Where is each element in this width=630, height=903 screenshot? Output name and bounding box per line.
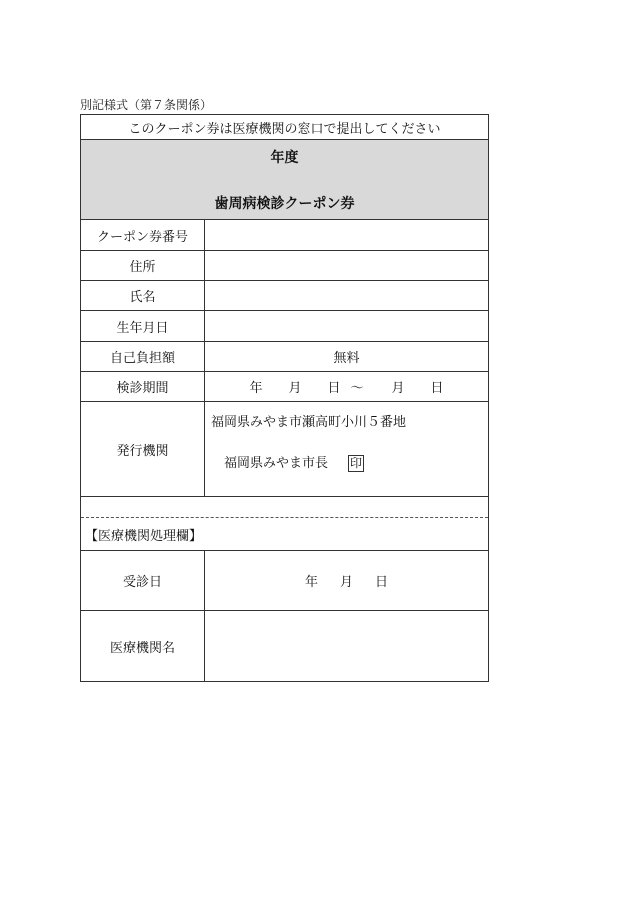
copay-label: 自己負担額 (81, 342, 205, 371)
period-day-unit: 日 (327, 381, 341, 396)
clinic-name-field[interactable] (205, 611, 488, 681)
birthdate-field[interactable] (205, 311, 488, 341)
copay-row (81, 342, 488, 372)
issuer-label: 発行機関 (81, 402, 205, 496)
title-year: 年度 (270, 149, 299, 166)
coupon-number-field[interactable] (205, 220, 488, 250)
period-field[interactable] (205, 372, 488, 401)
instruction-row (81, 115, 488, 140)
period-year-unit: 年 (249, 381, 263, 396)
issuer-address: 福岡県みやま市瀬高町小川５番地 (211, 415, 407, 430)
title-row (81, 140, 488, 220)
title-main: 歯周病検診クーポン券 (214, 195, 355, 212)
period-label: 検診期間 (81, 372, 205, 401)
issuer-row (81, 402, 488, 497)
coupon-number-row (81, 220, 488, 251)
visit-date-row (81, 551, 488, 611)
visit-date-label: 受診日 (81, 551, 205, 610)
visit-date-field[interactable] (205, 551, 488, 610)
period-range (249, 377, 443, 396)
clinic-section-header: 【医療機関処理欄】 (85, 528, 203, 544)
address-field[interactable] (205, 251, 488, 280)
clinic-name-row (81, 611, 488, 681)
visit-date-range (305, 571, 388, 590)
clinic-name-label: 医療機関名 (81, 611, 205, 681)
period-row (81, 372, 488, 402)
issuer-mayor: 福岡県みやま市長 (224, 456, 329, 471)
birthdate-label: 生年月日 (81, 311, 205, 341)
period-month-unit: 月 (288, 381, 302, 396)
coupon-number-label: クーポン券番号 (81, 220, 205, 250)
period-end-month-unit: 月 (391, 381, 405, 396)
cut-line-row (81, 497, 488, 518)
name-label: 氏名 (81, 281, 205, 310)
coupon-form (80, 114, 489, 682)
title-block (81, 140, 488, 219)
copay-value: 無料 (333, 351, 360, 366)
visit-day-unit: 日 (375, 575, 389, 590)
address-row (81, 251, 488, 281)
period-tilde: ～ (350, 381, 364, 396)
seal-mark: 印 (350, 456, 363, 470)
address-label: 住所 (81, 251, 205, 280)
issuer-cell (205, 402, 488, 496)
clinic-section-header-row (81, 518, 488, 551)
issuer-mayor-line (224, 452, 364, 472)
visit-month-unit: 月 (339, 575, 353, 590)
period-end-day-unit: 日 (430, 381, 444, 396)
instruction-text: このクーポン券は医療機関の窓口で提出してください (128, 121, 441, 137)
name-row (81, 281, 488, 311)
visit-year-unit: 年 (304, 575, 318, 590)
birthdate-row (81, 311, 488, 342)
name-field[interactable] (205, 281, 488, 310)
form-caption: 別記様式（第７条関係） (80, 98, 213, 112)
